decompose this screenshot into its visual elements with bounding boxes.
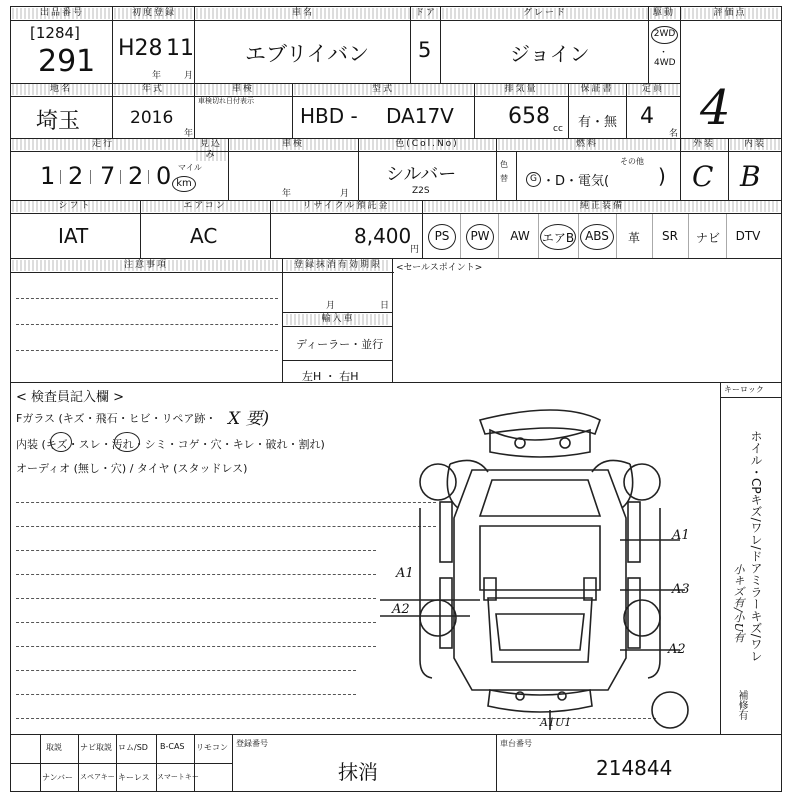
side-note-wheel: ホイル・CPキズ/ワレ/ドアミラーキズ/ワレ	[749, 430, 763, 662]
mileage-digit-4: 2	[128, 162, 144, 190]
damage-mark-right-door: A1	[672, 528, 690, 543]
exterior-label: 外装	[680, 139, 728, 150]
prefecture: 埼玉	[36, 109, 81, 134]
lot-sub-number: [1284]	[30, 24, 80, 42]
equip-pw: PW	[470, 229, 490, 243]
inspection-glass-hand: X 要)	[228, 409, 270, 429]
seats-label: 定員	[628, 84, 678, 95]
lot-label: 出品番号	[12, 8, 112, 19]
damage-mark-right-rear: A3	[672, 582, 690, 597]
notes-label: 注意事項	[12, 260, 280, 271]
model-code-label: 型式	[294, 84, 472, 95]
reg-month-unit: 月	[326, 301, 336, 311]
pref-label: 地名	[12, 84, 110, 95]
model-year-label: 年式	[114, 84, 192, 95]
equip-navi: ナビ	[695, 231, 720, 245]
footer-spare-key: スペアキー	[80, 773, 115, 781]
reg-day-unit: 日	[380, 301, 390, 311]
inspection-label: 車検	[196, 84, 290, 95]
equipment-label: 純正装備	[424, 201, 780, 212]
recycle-fee: 8,400	[354, 224, 412, 248]
fuel-close: )	[658, 164, 666, 188]
reg-expiry-label: 登録抹消有効期限	[286, 260, 390, 271]
circle-scratch	[50, 432, 72, 452]
circle-stain	[114, 432, 140, 452]
inspection-line-audio: オーディオ (無し・穴) / タイヤ (スタッドレス)	[16, 462, 248, 475]
first-reg-month: 11	[166, 36, 194, 61]
damage-mark-left-rear: A2	[392, 602, 410, 617]
footer-bcas: B-CAS	[160, 742, 185, 751]
footer-smart-key: スマートキー	[157, 773, 199, 781]
import-label: 輸入車	[286, 314, 390, 325]
equip-sunroof: SR	[662, 229, 678, 243]
inspection-line-glass: Fガラス (キズ・飛石・ヒビ・リペア跡・	[16, 412, 217, 425]
drive-label: 駆動	[650, 8, 678, 19]
first-reg-era: H28	[118, 36, 163, 61]
displacement-unit: cc	[553, 124, 563, 134]
unit-mile: マイル	[178, 163, 202, 172]
fuel-gasoline-circled: G	[526, 172, 541, 187]
footer-remote: リモコン	[196, 743, 228, 752]
color-change: 色替	[500, 160, 508, 183]
grade: ジョイン	[510, 42, 590, 66]
door-label: ドア	[412, 8, 440, 19]
aircon: AC	[190, 224, 218, 248]
chassis-label: 車台番号	[500, 739, 532, 748]
first-reg-label: 初度登録	[114, 8, 194, 19]
equip-leather: 革	[627, 231, 640, 245]
interior-grade: B	[740, 160, 761, 193]
fuel-options: ・D・電気(	[542, 174, 610, 189]
model-prefix: HBD -	[300, 104, 358, 128]
first-reg-month-unit: 月	[184, 71, 194, 81]
displacement-label: 排気量	[476, 84, 566, 95]
keylock-label: キーロック	[724, 385, 764, 394]
drive-2wd-circled: 2WD	[651, 26, 678, 44]
sales-point-label: <セールスポイント>	[396, 263, 483, 273]
lot-number: 291	[38, 44, 96, 79]
inspection-note: 車検切れ日付表示	[198, 97, 254, 105]
seats: 4	[640, 104, 654, 129]
drive-4wd: 4WD	[654, 58, 676, 68]
model-year: 2016	[130, 108, 174, 128]
model-year-unit: 年	[184, 129, 194, 139]
color-label: 色(Col.No)	[360, 139, 494, 150]
equip-airbag: エアB	[541, 231, 575, 245]
side-note-repair: 補修有	[736, 690, 747, 720]
score-label: 評価点	[680, 8, 780, 19]
color: シルバー	[386, 164, 457, 185]
handle-side: 左H ・ 右H	[302, 370, 359, 383]
aircon-label: エアコン	[142, 201, 268, 212]
fuel-label: 燃料	[498, 139, 676, 150]
mileage-unit-label: 見込み	[196, 139, 226, 161]
side-note-minor: 小キズ有/小U有	[732, 564, 745, 643]
color-code: Z2S	[412, 186, 430, 196]
import-type: ディーラー・並行	[296, 338, 384, 351]
inspection-title: < 検査員記入欄 >	[16, 390, 125, 405]
damage-mark-rear-bumper: A1U1	[540, 716, 572, 729]
mileage-label: 走行	[12, 139, 194, 150]
reg-number-label: 登録番号	[236, 739, 268, 748]
recycle-fee-label: リサイクル預託金	[272, 201, 420, 212]
car-damage-diagram	[380, 400, 700, 740]
vehicle-inspection-label: 車検	[230, 139, 356, 150]
interior-label: 内装	[730, 139, 780, 150]
recycle-fee-unit: 円	[410, 245, 420, 255]
damage-mark-left-door: A1	[396, 566, 414, 581]
score-value: 4	[700, 80, 731, 136]
mileage-digit-2: 2	[68, 162, 84, 190]
equip-aw: AW	[510, 229, 530, 243]
car-name-label: 車名	[196, 8, 410, 19]
equip-dtv: DTV	[735, 229, 761, 243]
inspection-year-unit: 年	[282, 189, 292, 199]
fuel-other: その他	[620, 157, 644, 166]
footer-keyless: キーレス	[118, 773, 150, 782]
drive-dot: ・	[659, 48, 669, 58]
reg-number: 抹消	[338, 760, 378, 784]
mileage-digit-3: 7	[100, 162, 116, 190]
shift: IAT	[58, 224, 89, 248]
unit-km-circled: km	[172, 176, 196, 192]
equip-abs: ABS	[585, 229, 609, 243]
first-reg-year-unit: 年	[152, 71, 162, 81]
seats-unit: 名	[669, 129, 679, 139]
displacement: 658	[508, 104, 550, 129]
footer-navi-manual: ナビ取説	[80, 743, 112, 752]
inspection-line-interior: 内装 (キズ・スレ・汚れ・シミ・コゲ・穴・キレ・破れ・割れ)	[16, 438, 325, 451]
door-count: 5	[418, 38, 432, 62]
footer-number: ナンバー	[42, 773, 74, 782]
mileage-digit-5: 0	[156, 162, 172, 190]
damage-mark-right-quarter: A2	[668, 642, 686, 657]
warranty-label: 保証書	[570, 84, 624, 95]
grade-label: グレード	[442, 8, 648, 19]
footer-manual: 取説	[46, 743, 62, 752]
chassis-number: 214844	[596, 756, 673, 780]
shift-label: シフト	[12, 201, 138, 212]
exterior-grade: C	[692, 160, 714, 193]
mileage-digit-1: 1	[40, 162, 56, 190]
warranty: 有・無	[578, 115, 618, 130]
model-code: DA17V	[386, 104, 454, 128]
footer-rom-sd: ロム/SD	[118, 743, 148, 752]
inspection-month-unit: 月	[340, 189, 350, 199]
car-name: エブリイバン	[245, 42, 370, 66]
equip-ps: PS	[434, 229, 450, 243]
